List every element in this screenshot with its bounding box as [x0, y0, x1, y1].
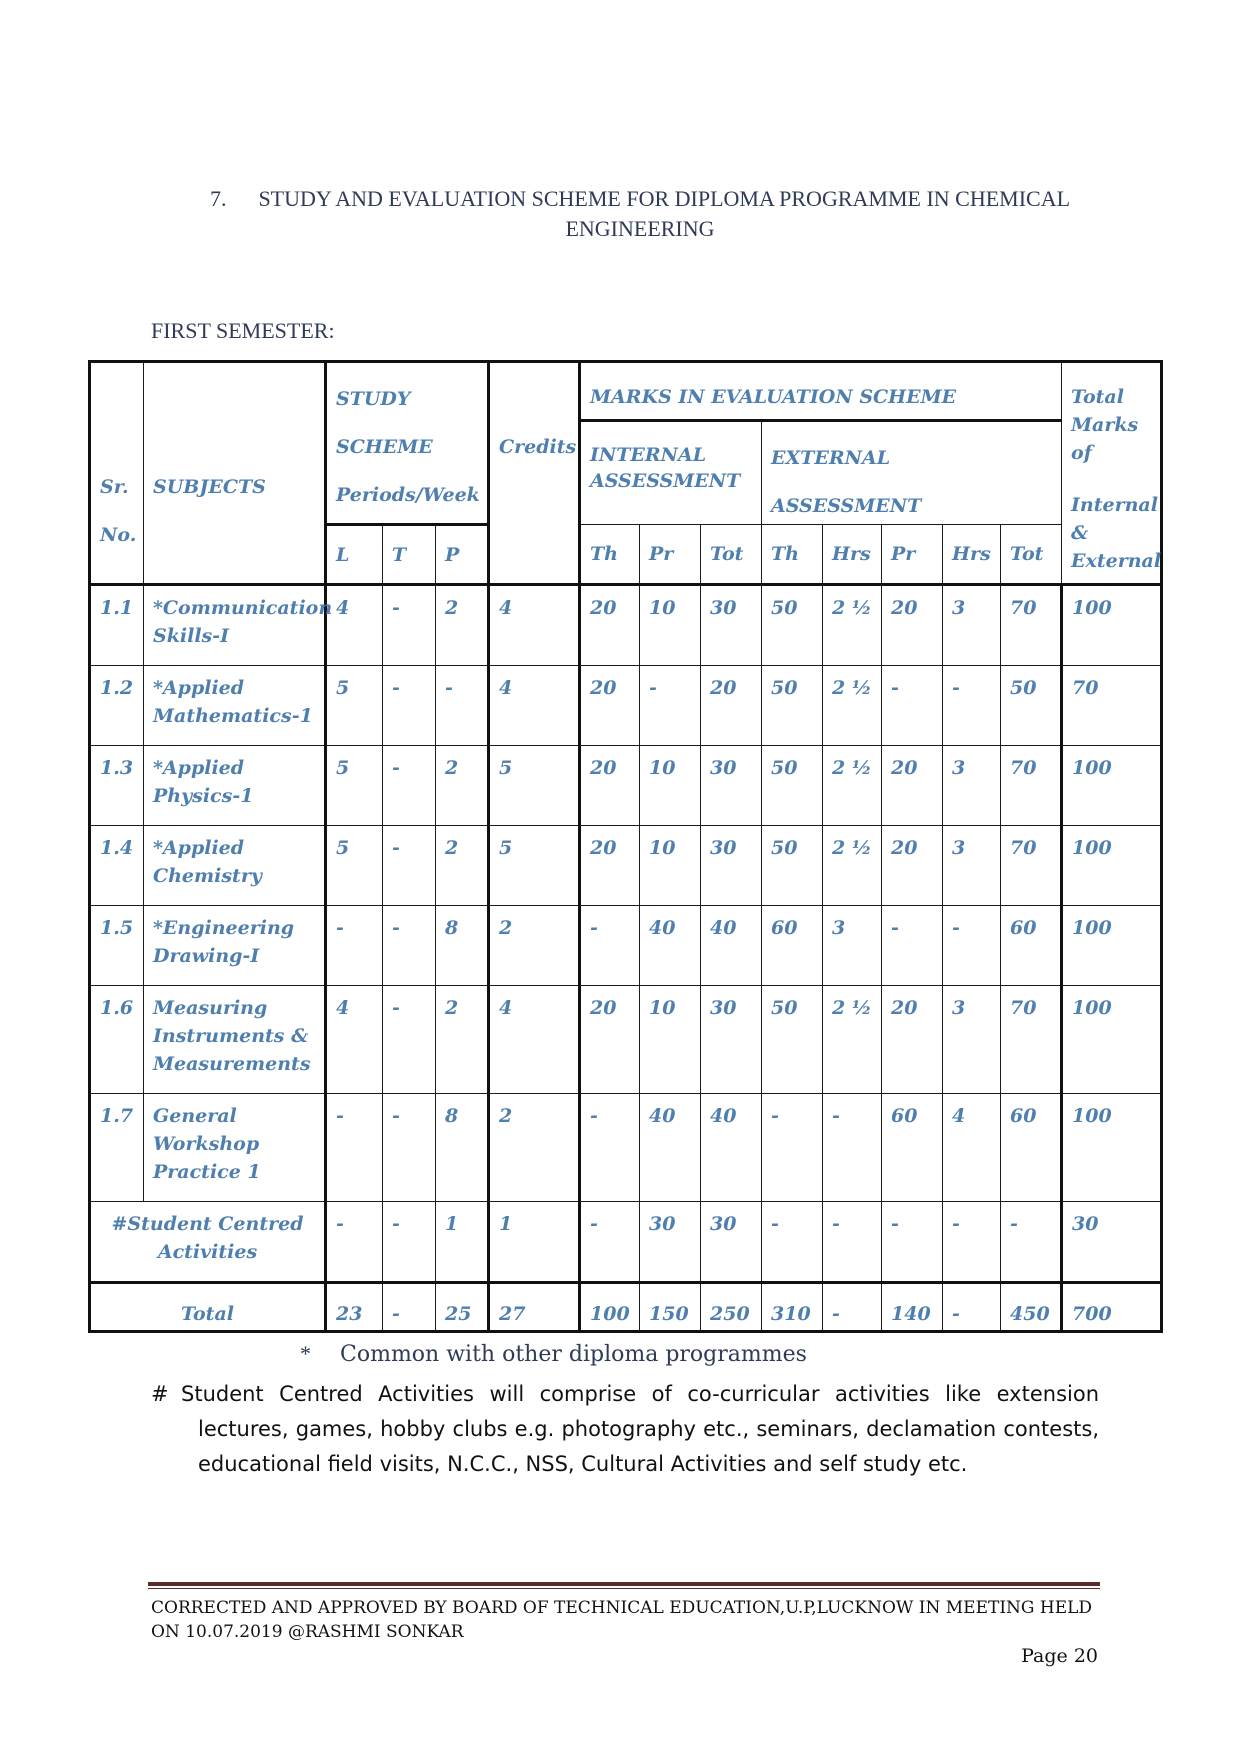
total-l: 23: [326, 1283, 383, 1332]
row-p: 1: [436, 1202, 489, 1283]
total-ext-pr: 140: [882, 1283, 943, 1332]
row-hrs1: 2 ½: [823, 746, 882, 826]
table-row: [90, 746, 1162, 826]
row-hrs1: -: [823, 1202, 882, 1283]
total-label: Total: [90, 1283, 326, 1332]
row-total: 100: [1062, 986, 1162, 1094]
row-ext-tot: 70: [1001, 826, 1062, 906]
sr-header: Sr. No.: [90, 362, 144, 585]
footnote-hash-text: Student Centred Activities will comprise of co-curricular activities like extension lectures, games, hobby clubs e.g. photography etc., seminars, declamation contests, educational field visits, N.C.C., NSS, Cultural Activities and self study etc.: [181, 1382, 1099, 1476]
row-hrs1: 2 ½: [823, 986, 882, 1094]
row-subject: Measuring Instruments & Measurements: [144, 986, 326, 1094]
row-p: 2: [436, 826, 489, 906]
row-l: -: [326, 1202, 383, 1283]
row-int-pr: 10: [640, 585, 701, 666]
row-sr: 1.3: [90, 746, 144, 826]
row-ext-th: 50: [762, 585, 823, 666]
row-hrs2: 3: [943, 746, 1001, 826]
total-ext-th: 310: [762, 1283, 823, 1332]
row-subject: *Applied Chemistry: [144, 826, 326, 906]
footnote-common: [300, 1341, 807, 1367]
row-sr: 1.7: [90, 1094, 144, 1202]
row-t: -: [383, 1094, 436, 1202]
semester-label: FIRST SEMESTER:: [151, 318, 335, 343]
row-ext-tot: 60: [1001, 1094, 1062, 1202]
t-header: T: [383, 525, 436, 585]
row-int-pr: 40: [640, 906, 701, 986]
row-ext-pr: 60: [882, 1094, 943, 1202]
heading-number: 7.: [209, 186, 227, 211]
row-ext-th: -: [762, 1202, 823, 1283]
row-ext-pr: -: [882, 1202, 943, 1283]
row-hrs1: -: [823, 1094, 882, 1202]
row-credits: 2: [489, 1094, 580, 1202]
row-hrs2: -: [943, 1202, 1001, 1283]
int-pr-header: Pr: [640, 525, 701, 585]
row-int-tot: 30: [701, 585, 762, 666]
row-p: 8: [436, 1094, 489, 1202]
l-header: L: [326, 525, 383, 585]
row-l: 4: [326, 585, 383, 666]
row-int-th: 20: [580, 666, 640, 746]
row-int-tot: 30: [701, 746, 762, 826]
activities-row: [90, 1202, 1162, 1283]
row-p: 2: [436, 746, 489, 826]
row-t: -: [383, 826, 436, 906]
row-ext-pr: -: [882, 906, 943, 986]
row-l: 4: [326, 986, 383, 1094]
row-int-th: -: [580, 906, 640, 986]
row-t: -: [383, 986, 436, 1094]
row-int-th: -: [580, 1202, 640, 1283]
row-int-th: -: [580, 1094, 640, 1202]
row-p: 8: [436, 906, 489, 986]
row-ext-tot: -: [1001, 1202, 1062, 1283]
p-header: P: [436, 525, 489, 585]
footer-line-1: CORRECTED AND APPROVED BY BOARD OF TECHNICAL EDUCATION,U.P,LUCKNOW IN MEETING HELD: [151, 1598, 1093, 1618]
row-credits: 4: [489, 986, 580, 1094]
total-ext-tot: 450: [1001, 1283, 1062, 1332]
row-hrs2: -: [943, 906, 1001, 986]
row-total: 100: [1062, 906, 1162, 986]
footnote-activities: [151, 1377, 1099, 1482]
row-int-pr: 40: [640, 1094, 701, 1202]
int-th-header: Th: [580, 525, 640, 585]
row-hrs1: 2 ½: [823, 585, 882, 666]
row-t: -: [383, 1202, 436, 1283]
table-row: [90, 826, 1162, 906]
row-ext-tot: 60: [1001, 906, 1062, 986]
row-hrs2: 3: [943, 826, 1001, 906]
int-tot-header: Tot: [701, 525, 762, 585]
ext-pr-header: Pr: [882, 525, 943, 585]
ext-hrs1-header: Hrs: [823, 525, 882, 585]
total-int-tot: 250: [701, 1283, 762, 1332]
footer-note: [151, 1596, 1111, 1644]
total-hrs1: -: [823, 1283, 882, 1332]
row-total: 30: [1062, 1202, 1162, 1283]
total-total: 700: [1062, 1283, 1162, 1332]
row-int-pr: 10: [640, 986, 701, 1094]
row-t: -: [383, 906, 436, 986]
row-total: 100: [1062, 826, 1162, 906]
internal-assessment-header: INTERNAL ASSESSMENT: [580, 421, 762, 525]
row-ext-tot: 70: [1001, 585, 1062, 666]
row-credits: 5: [489, 826, 580, 906]
table-row: [90, 585, 1162, 666]
row-int-tot: 40: [701, 906, 762, 986]
row-p: 2: [436, 585, 489, 666]
row-total: 100: [1062, 1094, 1162, 1202]
row-t: -: [383, 585, 436, 666]
row-l: -: [326, 906, 383, 986]
activities-label: #Student Centred Activities: [90, 1202, 326, 1283]
row-p: -: [436, 666, 489, 746]
row-hrs2: -: [943, 666, 1001, 746]
row-hrs1: 2 ½: [823, 666, 882, 746]
total-t: -: [383, 1283, 436, 1332]
row-int-th: 20: [580, 585, 640, 666]
evaluation-scheme-table: [88, 360, 1163, 1333]
total-int-th: 100: [580, 1283, 640, 1332]
row-ext-pr: -: [882, 666, 943, 746]
row-total: 100: [1062, 746, 1162, 826]
row-sr: 1.6: [90, 986, 144, 1094]
row-ext-pr: 20: [882, 585, 943, 666]
credits-header: Credits: [489, 362, 580, 585]
external-assessment-header: EXTERNAL ASSESSMENT: [762, 421, 1062, 525]
row-int-tot: 40: [701, 1094, 762, 1202]
row-int-pr: 10: [640, 746, 701, 826]
row-l: 5: [326, 666, 383, 746]
row-ext-pr: 20: [882, 986, 943, 1094]
footnote-star-text: Common with other diploma programmes: [340, 1342, 807, 1367]
footnote-star-symbol: *: [300, 1341, 311, 1366]
row-hrs2: 4: [943, 1094, 1001, 1202]
footer-rule-thin: [148, 1588, 1100, 1589]
table-row: [90, 666, 1162, 746]
row-sr: 1.2: [90, 666, 144, 746]
row-ext-th: 50: [762, 666, 823, 746]
row-ext-pr: 20: [882, 746, 943, 826]
row-int-tot: 30: [701, 986, 762, 1094]
row-credits: 5: [489, 746, 580, 826]
row-l: 5: [326, 826, 383, 906]
row-t: -: [383, 666, 436, 746]
row-credits: 2: [489, 906, 580, 986]
row-credits: 4: [489, 585, 580, 666]
heading-line-2: ENGINEERING: [565, 216, 715, 241]
row-hrs1: 3: [823, 906, 882, 986]
row-ext-tot: 50: [1001, 666, 1062, 746]
ext-hrs2-header: Hrs: [943, 525, 1001, 585]
footnote-hash-symbol: #: [151, 1382, 169, 1406]
row-hrs2: 3: [943, 986, 1001, 1094]
footer-line-2: ON 10.07.2019 @RASHMI SONKAR: [151, 1622, 464, 1642]
row-int-pr: 30: [640, 1202, 701, 1283]
section-heading: [150, 184, 1130, 244]
study-scheme-header: STUDY SCHEME Periods/Week: [326, 362, 489, 525]
row-p: 2: [436, 986, 489, 1094]
subjects-header: SUBJECTS: [144, 362, 326, 585]
row-int-th: 20: [580, 986, 640, 1094]
row-ext-pr: 20: [882, 826, 943, 906]
row-hrs2: 3: [943, 585, 1001, 666]
footer-rule: [148, 1582, 1100, 1586]
row-ext-th: 50: [762, 826, 823, 906]
row-subject: *Applied Mathematics-1: [144, 666, 326, 746]
row-subject: *Communication Skills-I: [144, 585, 326, 666]
row-ext-th: 50: [762, 746, 823, 826]
row-credits: 1: [489, 1202, 580, 1283]
row-hrs1: 2 ½: [823, 826, 882, 906]
row-ext-tot: 70: [1001, 746, 1062, 826]
total-credits: 27: [489, 1283, 580, 1332]
heading-text-1: STUDY AND EVALUATION SCHEME FOR DIPLOMA PROGRAMME IN CHEMICAL: [258, 186, 1071, 211]
row-sr: 1.5: [90, 906, 144, 986]
table-row: [90, 906, 1162, 986]
header-row-1: [90, 362, 1162, 421]
row-total: 70: [1062, 666, 1162, 746]
row-subject: General Workshop Practice 1: [144, 1094, 326, 1202]
row-total: 100: [1062, 585, 1162, 666]
marks-header: MARKS IN EVALUATION SCHEME: [580, 362, 1062, 421]
row-ext-th: 60: [762, 906, 823, 986]
table-row: [90, 986, 1162, 1094]
row-int-pr: 10: [640, 826, 701, 906]
row-int-tot: 30: [701, 826, 762, 906]
row-sr: 1.4: [90, 826, 144, 906]
row-ext-th: 50: [762, 986, 823, 1094]
row-int-tot: 30: [701, 1202, 762, 1283]
table-row: [90, 1094, 1162, 1202]
row-l: -: [326, 1094, 383, 1202]
row-subject: *Engineering Drawing-I: [144, 906, 326, 986]
total-row: [90, 1283, 1162, 1332]
row-credits: 4: [489, 666, 580, 746]
total-marks-header: Total Marks of Internal & External: [1062, 362, 1162, 585]
ext-th-header: Th: [762, 525, 823, 585]
row-subject: *Applied Physics-1: [144, 746, 326, 826]
row-ext-tot: 70: [1001, 986, 1062, 1094]
page-number: Page 20: [1021, 1645, 1098, 1667]
row-t: -: [383, 746, 436, 826]
row-ext-th: -: [762, 1094, 823, 1202]
row-sr: 1.1: [90, 585, 144, 666]
ext-tot-header: Tot: [1001, 525, 1062, 585]
row-int-tot: 20: [701, 666, 762, 746]
row-int-pr: -: [640, 666, 701, 746]
heading-line-1: [150, 184, 1130, 214]
total-int-pr: 150: [640, 1283, 701, 1332]
row-l: 5: [326, 746, 383, 826]
total-hrs2: -: [943, 1283, 1001, 1332]
row-int-th: 20: [580, 746, 640, 826]
row-int-th: 20: [580, 826, 640, 906]
total-p: 25: [436, 1283, 489, 1332]
